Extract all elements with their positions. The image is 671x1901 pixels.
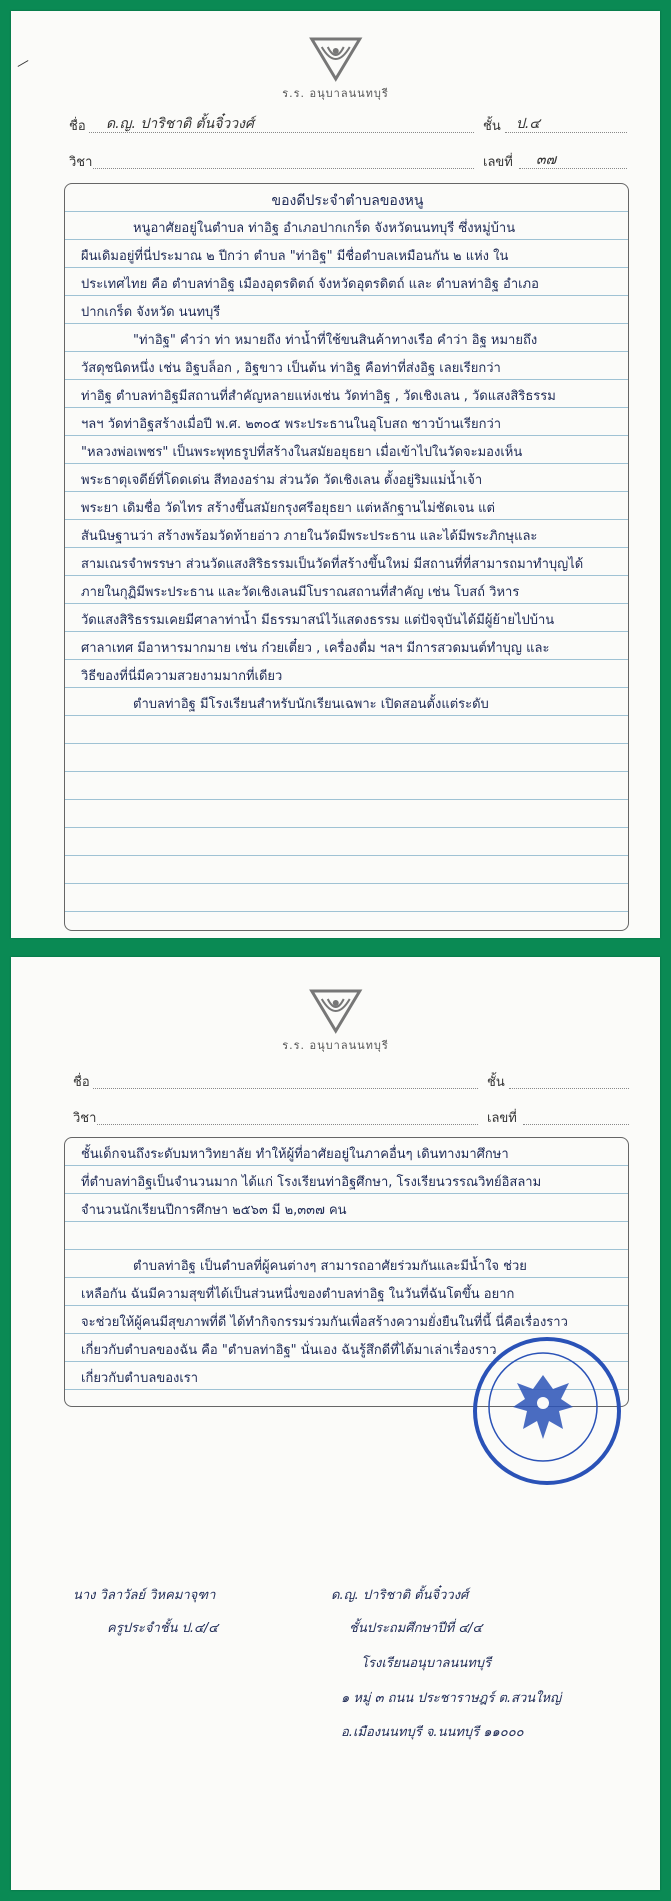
text-line: ตำบลท่าอิฐ มีโรงเรียนสำหรับนักเรียนเฉพาะ เปิดสอนตั้งแต่ระดับ bbox=[133, 697, 489, 712]
page-1 bbox=[11, 11, 660, 938]
name-label: ชื่อ bbox=[69, 119, 86, 134]
school-name: ร.ร. อนุบาลนนทบุรี bbox=[282, 87, 389, 100]
name-line bbox=[93, 1088, 478, 1089]
blank-line bbox=[81, 1225, 614, 1253]
garuda-emblem-icon bbox=[473, 1337, 613, 1477]
name-value: ด.ญ. ปาริชาติ ตั้นจิ๋ววงศ์ bbox=[106, 116, 254, 132]
text-line: "ท่าอิฐ" คำว่า ท่า หมายถึง ท่าน้ำที่ใช้ขนสินค้าทางเรือ คำว่า อิฐ หมายถึง bbox=[133, 333, 538, 348]
subject-line bbox=[93, 168, 474, 169]
text-line: ชั้นเด็กจนถึงระดับมหาวิทยาลัย ทำให้ผู้ที่อาศัยอยู่ในภาคอื่นๆ เดินทางมาศึกษา bbox=[81, 1147, 509, 1162]
text-line: พระยา เดิมชื่อ วัดไทร สร้างขึ้นสมัยกรุงศรีอยุธยา แต่หลักฐานไม่ชัดเจน แต่ bbox=[81, 501, 495, 516]
text-line: ผืนเดิมอยู่ที่นี่ประมาณ ๒ ปีกว่า ตำบล "ท่าอิฐ" มีชื่อตำบลเหมือนกัน ๒ แห่ง ใน bbox=[81, 249, 509, 264]
text-line: หนูอาศัยอยู่ในตำบล ท่าอิฐ อำเภอปากเกร็ด จังหวัดนนทบุรี ซึ่งหมู่บ้าน bbox=[133, 221, 516, 236]
text-line: วิธีของที่นี่มีความสวยงามมากที่เดียว bbox=[81, 669, 283, 684]
class-label: ชั้น bbox=[487, 1075, 505, 1090]
address-line-2: อ.เมืองนนทบุรี จ.นนทบุรี ๑๑๐๐๐ bbox=[341, 1725, 524, 1740]
school-logo bbox=[282, 35, 389, 102]
text-line: ประเทศไทย คือ ตำบลท่าอิฐ เมืองอุตรดิตถ์ จังหวัดอุตรดิตถ์ และ ตำบลท่าอิฐ อำเภอ bbox=[81, 277, 539, 292]
class-line bbox=[509, 1088, 629, 1089]
text-line: ฯลฯ วัดท่าอิฐสร้างเมื่อปี พ.ศ. ๒๓๐๕ พระประธานในอุโบสถ ชาวบ้านเรียกว่า bbox=[81, 417, 502, 432]
text-line: สามเณรจำพรรษา ส่วนวัดแสงสิริธรรมเป็นวัดที่สร้างขึ้นใหม่ มีสถานที่ที่สามารถมาทำบุญได้ bbox=[81, 557, 584, 572]
student-school: โรงเรียนอนุบาลนนทบุรี bbox=[361, 1656, 492, 1671]
school-seal bbox=[473, 1337, 621, 1485]
text-line: ตำบลท่าอิฐ เป็นตำบลที่ผู้คนต่างๆ สามารถอาศัยร่วมกันและมีน้ำใจ ช่วย bbox=[133, 1259, 527, 1274]
text-line: เหลือกัน ฉันมีความสุขที่ได้เป็นส่วนหนึ่งของตำบลท่าอิฐ ในวันที่ฉันโตขึ้น อยาก bbox=[81, 1287, 515, 1302]
text-line: สันนิษฐานว่า สร้างพร้อมวัดท้ายอ่าว ภายในวัดมีพระประธาน และได้มีพระภิกษุและ bbox=[81, 529, 538, 544]
school-logo bbox=[282, 987, 389, 1054]
text-line: ท่าอิฐ ตำบลท่าอิฐมีสถานที่สำคัญหลายแห่งเช่น วัดท่าอิฐ , วัดเชิงเลน , วัดแสงสิริธรรม bbox=[81, 389, 556, 404]
school-emblem-icon bbox=[307, 35, 363, 83]
writing-box bbox=[64, 183, 629, 931]
number-label: เลขที่ bbox=[483, 155, 513, 170]
name-label: ชื่อ bbox=[73, 1075, 90, 1090]
teacher-role: ครูประจำชั้น ป.๔/๔ bbox=[107, 1621, 219, 1636]
text-line: ภายในกุฏิมีพระประธาน และวัดเชิงเลนมีโบราณสถานที่สำคัญ เช่น โบสถ์ วิหาร bbox=[81, 585, 520, 600]
text-line: "หลวงพ่อเพชร" เป็นพระพุทธรูปที่สร้างในสมัยอยุธยา เมื่อเข้าไปในวัดจะมองเห็น bbox=[81, 445, 523, 460]
page-2 bbox=[11, 957, 660, 1890]
text-line: วัสดุชนิดหนึ่ง เช่น อิฐบล็อก , อิฐขาว เป็นต้น ท่าอิฐ คือท่าที่ส่งอิฐ เลยเรียกว่า bbox=[81, 361, 501, 376]
essay-paragraph-2 bbox=[81, 327, 614, 691]
essay-paragraph-3 bbox=[81, 691, 614, 719]
number-line bbox=[523, 1124, 629, 1125]
student-signature: ด.ญ. ปาริชาติ ตั้นจิ๋ววงศ์ bbox=[331, 1588, 469, 1603]
address-line-1: ๑ หมู่ ๓ ถนน ประชาราษฎร์ ต.สวนใหญ่ bbox=[341, 1691, 562, 1706]
teacher-name: นาง วิลาวัลย์ วิหคมาจุฑา bbox=[73, 1588, 216, 1603]
text-line: ปากเกร็ด จังหวัด นนทบุรี bbox=[81, 305, 221, 320]
text-line: วัดแสงสิริธรรมเคยมีศาลาท่าน้ำ มีธรรมาสน์ไว้แสดงธรรม แต่ปัจจุบันได้มีผู้ย้ายไปบ้าน bbox=[81, 613, 555, 628]
number-value: ๓๗ bbox=[536, 152, 557, 168]
text-line: เกี่ยวกับตำบลของฉัน คือ "ตำบลท่าอิฐ" นั่นเอง ฉันรู้สึกดีที่ได้มาเล่าเรื่องราว bbox=[81, 1343, 497, 1358]
student-class: ชั้นประถมศึกษาปีที่ ๔/๔ bbox=[349, 1621, 483, 1636]
essay-title: ของดีประจำตำบลของหนู bbox=[271, 193, 424, 209]
class-value: ป.๔ bbox=[516, 116, 540, 132]
text-line: ที่ตำบลท่าอิฐเป็นจำนวนมาก ได้แก่ โรงเรียนท่าอิฐศึกษา, โรงเรียนวรรณวิทย์อิสลาม bbox=[81, 1175, 542, 1190]
subject-label: วิชา bbox=[69, 155, 93, 170]
school-emblem-icon bbox=[307, 987, 363, 1035]
subject-label: วิชา bbox=[73, 1111, 97, 1126]
text-line: เกี่ยวกับตำบลของเรา bbox=[81, 1371, 199, 1386]
text-line: ศาลาเทศ มีอาหารมากมาย เช่น ก๋วยเตี๋ยว , เครื่องดื่ม ฯลฯ มีการสวดมนต์ทำบุญ และ bbox=[81, 641, 550, 656]
class-label: ชั้น bbox=[483, 119, 501, 134]
essay-paragraph-1 bbox=[81, 215, 614, 327]
number-label: เลขที่ bbox=[487, 1111, 517, 1126]
subject-line bbox=[97, 1124, 478, 1125]
school-name: ร.ร. อนุบาลนนทบุรี bbox=[282, 1039, 389, 1052]
text-line: จำนวนนักเรียนปีการศึกษา ๒๕๖๓ มี ๒,๓๓๗ คน bbox=[81, 1203, 347, 1218]
margin-mark bbox=[18, 60, 29, 67]
text-line: พระธาตุเจดีย์ที่โดดเด่น สีทองอร่าม ส่วนวัด วัดเชิงเลน ตั้งอยู่ริมแม่น้ำเจ้า bbox=[81, 473, 483, 488]
text-line: จะช่วยให้ผู้คนมีสุขภาพที่ดี ได้ทำกิจกรรมร่วมกันเพื่อสร้างความยั่งยืนในที่นี้ นี่คือเรื่องราว bbox=[81, 1315, 568, 1330]
